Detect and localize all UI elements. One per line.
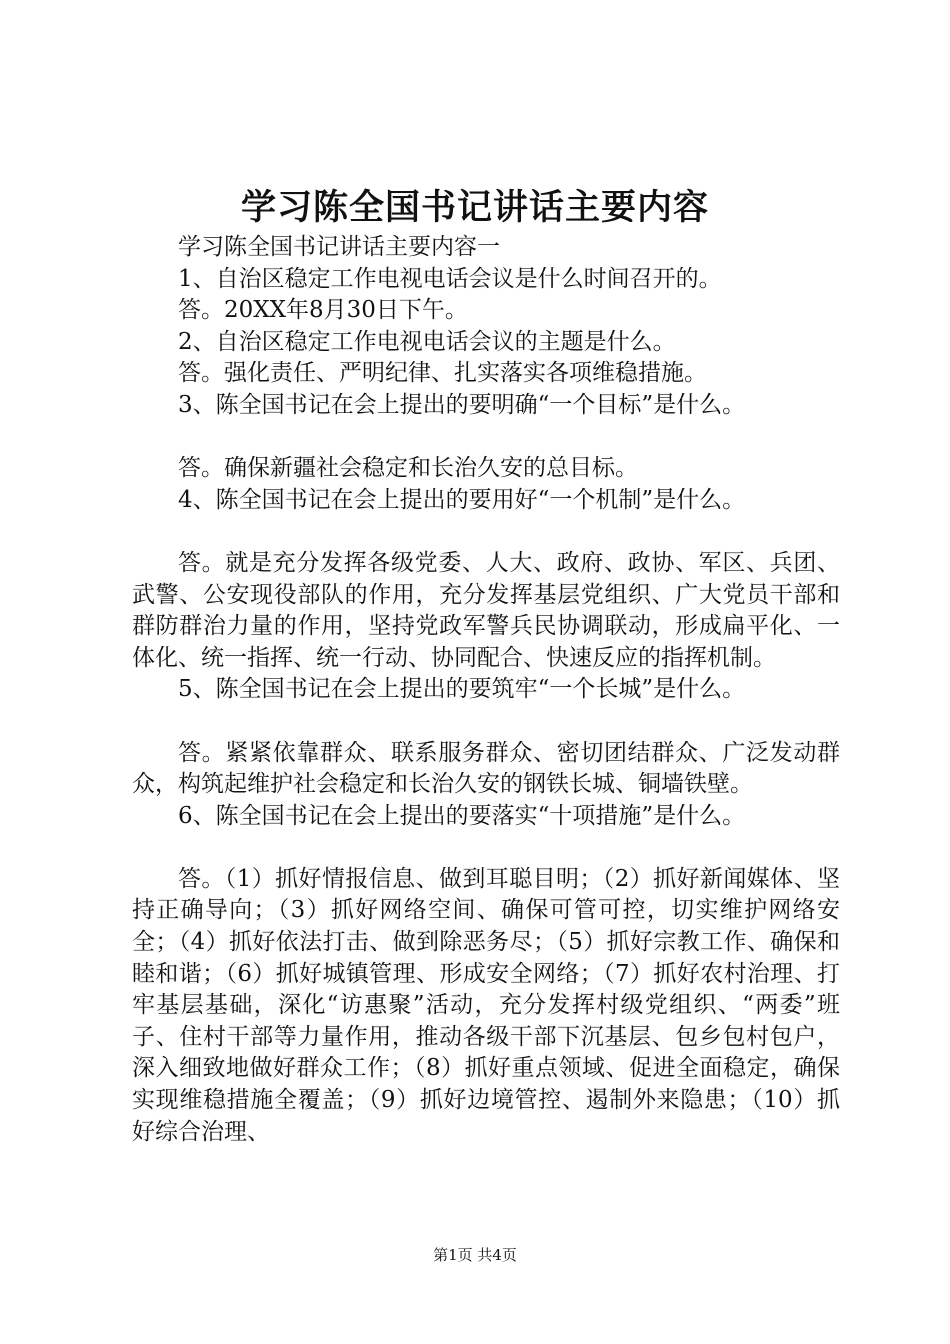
paragraph-intro: 学习陈全国书记讲话主要内容一 [178, 234, 500, 260]
answer-2: 答。强化责任、严明纪律、扎实落实各项维稳措施。 [178, 360, 707, 387]
page-footer: 第1页 共4页 [433, 1246, 517, 1264]
question-6: 6、陈全国书记在会上提出的要落实“十项措施”是什么。 [178, 802, 746, 829]
answer-4: 答。就是充分发挥各级党委、人大、政府、政协、军区、兵团、武警、公安现役部队的作用，充分发挥基层党组织、广大党员干部和群防群治力量的作用，坚持党政军警兵民协调联动，形成扁平化、一体化、统一指挥、统一行动、协同配合、快速反应的指挥机制。 [132, 549, 840, 671]
answer-6: 答。（1）抓好情报信息、做到耳聪目明；（2）抓好新闻媒体、坚持正确导向；（3）抓好网络空间、确保可管可控，切实维护网络安全；（4）抓好依法打击、做到除恶务尽；（5）抓好宗教工作、确保和睦和谐；（6）抓好城镇管理、形成安全网络；（7）抓好农村治理、打牢基层基础，深化“访惠聚”活动，充分发挥村级党组织、“两委”班子、住村干部等力量作用，推动各级干部下沉基层、包乡包村包户，深入细致地做好群众工作；（8）抓好重点领域、促进全面稳定，确保实现维稳措施全覆盖；（9）抓好边境管控、遏制外来隐患；（10）抓好综合治理、 [132, 865, 840, 1145]
answer-3: 答。确保新疆社会稳定和长治久安的总目标。 [178, 455, 638, 482]
document-title: 学习陈全国书记讲话主要内容 [240, 187, 709, 228]
answer-5: 答。紧紧依靠群众、联系服务群众、密切团结群众、广泛发动群众，构筑起维护社会稳定和长治久安的钢铁长城、铜墙铁壁。 [132, 739, 840, 798]
question-4: 4、陈全国书记在会上提出的要用好“一个机制”是什么。 [178, 486, 746, 513]
question-2: 2、自治区稳定工作电视电话会议的主题是什么。 [178, 328, 676, 355]
answer-1: 答。20XX年8月30日下午。 [178, 297, 468, 324]
question-5: 5、陈全国书记在会上提出的要筑牢“一个长城”是什么。 [178, 676, 746, 703]
document-body [132, 232, 840, 1148]
question-1: 1、自治区稳定工作电视电话会议是什么时间召开的。 [178, 265, 722, 292]
question-3: 3、陈全国书记在会上提出的要明确“一个目标”是什么。 [178, 391, 746, 418]
